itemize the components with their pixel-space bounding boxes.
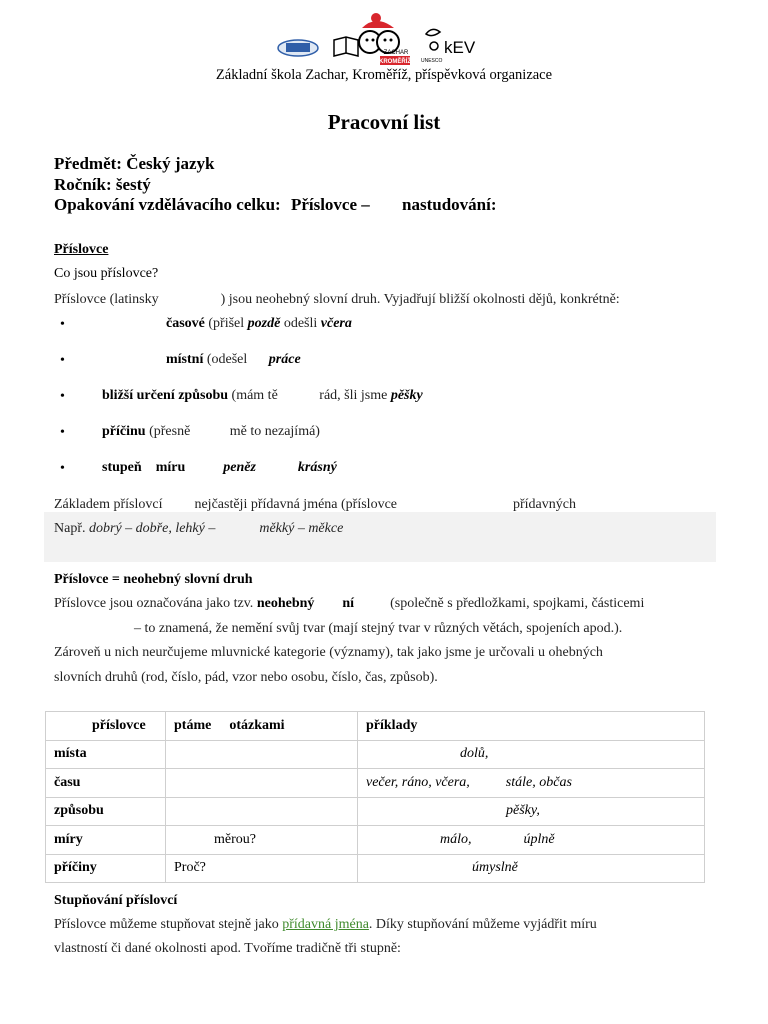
question-line: Co jsou příslovce? xyxy=(54,266,159,281)
row-question xyxy=(166,769,358,798)
header-question: ptáme otázkami xyxy=(166,712,358,741)
table-row xyxy=(46,769,705,798)
svg-text:ZACHAR: ZACHAR xyxy=(383,50,409,56)
comparison-line-1: Příslovce můžeme stupňovat stejně jako přídavná jména. Díky stupňování můžeme vyjádřit míru xyxy=(54,917,597,932)
row-question: měrou? xyxy=(166,826,358,855)
bullet-place: místní (odešel práce xyxy=(166,352,301,367)
row-question: Proč? xyxy=(166,854,358,883)
example-shade xyxy=(44,512,716,562)
kev-logo: kEV xyxy=(444,38,476,57)
section-heading-adverbs: Příslovce xyxy=(54,242,109,257)
zachar-logo xyxy=(359,13,411,65)
list-item: • xyxy=(60,317,65,332)
definition-line xyxy=(54,292,620,308)
bullet-time: časové (přišel pozdě odešli včera xyxy=(166,316,352,331)
unit-label: Opakování vzdělávacího celku: xyxy=(54,195,281,214)
list-item: • xyxy=(60,389,65,404)
row-examples: málo, úplně xyxy=(358,826,705,855)
header-adverb: příslovce xyxy=(46,712,166,741)
table-row xyxy=(46,797,705,826)
row-question xyxy=(166,740,358,769)
definition-part-b: ) jsou neohebný slovní druh. Vyjadřují bližší okolnosti dějů, konkrétně: xyxy=(220,292,620,307)
indeclinable-line-3: Zároveň u nich neurčujeme mluvnické kategorie (významy), tak jako jsme je určovali u ohebných xyxy=(54,645,603,660)
header-examples: příklady xyxy=(358,712,705,741)
svg-text:UNESCO: UNESCO xyxy=(421,58,443,64)
table-row xyxy=(46,854,705,883)
unit-line xyxy=(54,195,497,215)
unit-tail: nastudování: xyxy=(402,195,497,214)
section-heading-indeclinable: Příslovce = neohebný slovní druh xyxy=(54,572,253,587)
row-examples: dolů, xyxy=(358,740,705,769)
adjectives-link[interactable]: přídavná jména xyxy=(282,917,369,932)
indeclinable-line-1: Příslovce jsou označována jako tzv. neohebný ní (společně s předložkami, spojkami, částicemi xyxy=(54,596,645,611)
indeclinable-line-4: slovních druhů (rod, číslo, pád, vzor nebo osobu, číslo, čas, způsob). xyxy=(54,670,438,685)
row-examples: večer, ráno, včera, stále, občas xyxy=(358,769,705,798)
table-row xyxy=(46,826,705,855)
row-examples: pěšky, xyxy=(358,797,705,826)
row-category: místa xyxy=(46,740,166,769)
row-category: způsobu xyxy=(46,797,166,826)
row-category: příčiny xyxy=(46,854,166,883)
adverb-table xyxy=(45,711,705,883)
svg-text:KROMĚŘÍŽ: KROMĚŘÍŽ xyxy=(379,59,411,65)
indeclinable-line-2: – to znamená, že nemění svůj tvar (mají stejný tvar v různých větách, spojeních apod.). xyxy=(134,621,623,636)
row-category: míry xyxy=(46,826,166,855)
basis-line: Základem příslovcí nejčastěji přídavná jména (příslovce přídavných xyxy=(54,497,576,512)
unesco-logo xyxy=(421,29,443,64)
book-icon xyxy=(334,37,358,56)
list-item: • xyxy=(60,353,65,368)
row-category: času xyxy=(46,769,166,798)
unit-value: Příslovce – xyxy=(290,195,370,214)
example-line: Např. dobrý – dobře, lehký – měkký – měkce xyxy=(54,521,344,536)
header-logos xyxy=(276,12,476,68)
bullet-degree: stupeň míru peněz krásný xyxy=(102,460,337,475)
table-row xyxy=(46,740,705,769)
bullet-cause: příčinu (přesně mě to nezajímá) xyxy=(102,424,320,439)
grade-line: Ročník: šestý xyxy=(54,175,151,194)
list-item: • xyxy=(60,425,65,440)
school-name: Základní škola Zachar, Kroměříž, příspěvková organizace xyxy=(215,67,553,83)
subject-line: Předmět: Český jazyk xyxy=(54,154,215,173)
list-item: • xyxy=(60,461,65,476)
row-question xyxy=(166,797,358,826)
section-heading-comparison: Stupňování příslovcí xyxy=(54,893,178,908)
row-examples: úmyslně xyxy=(358,854,705,883)
page-title: Pracovní list xyxy=(327,110,441,134)
table-header-row xyxy=(46,712,705,741)
bullet-manner: bližší určení způsobu (mám tě rád, šli jsme pěšky xyxy=(102,388,423,403)
definition-part-a: Příslovce (latinsky xyxy=(54,292,159,307)
logos-graphic xyxy=(276,12,476,68)
comparison-line-2: vlastností či dané okolnosti apod. Tvoříme tradičně tři stupně: xyxy=(54,941,401,956)
projekty-logo xyxy=(278,40,318,56)
